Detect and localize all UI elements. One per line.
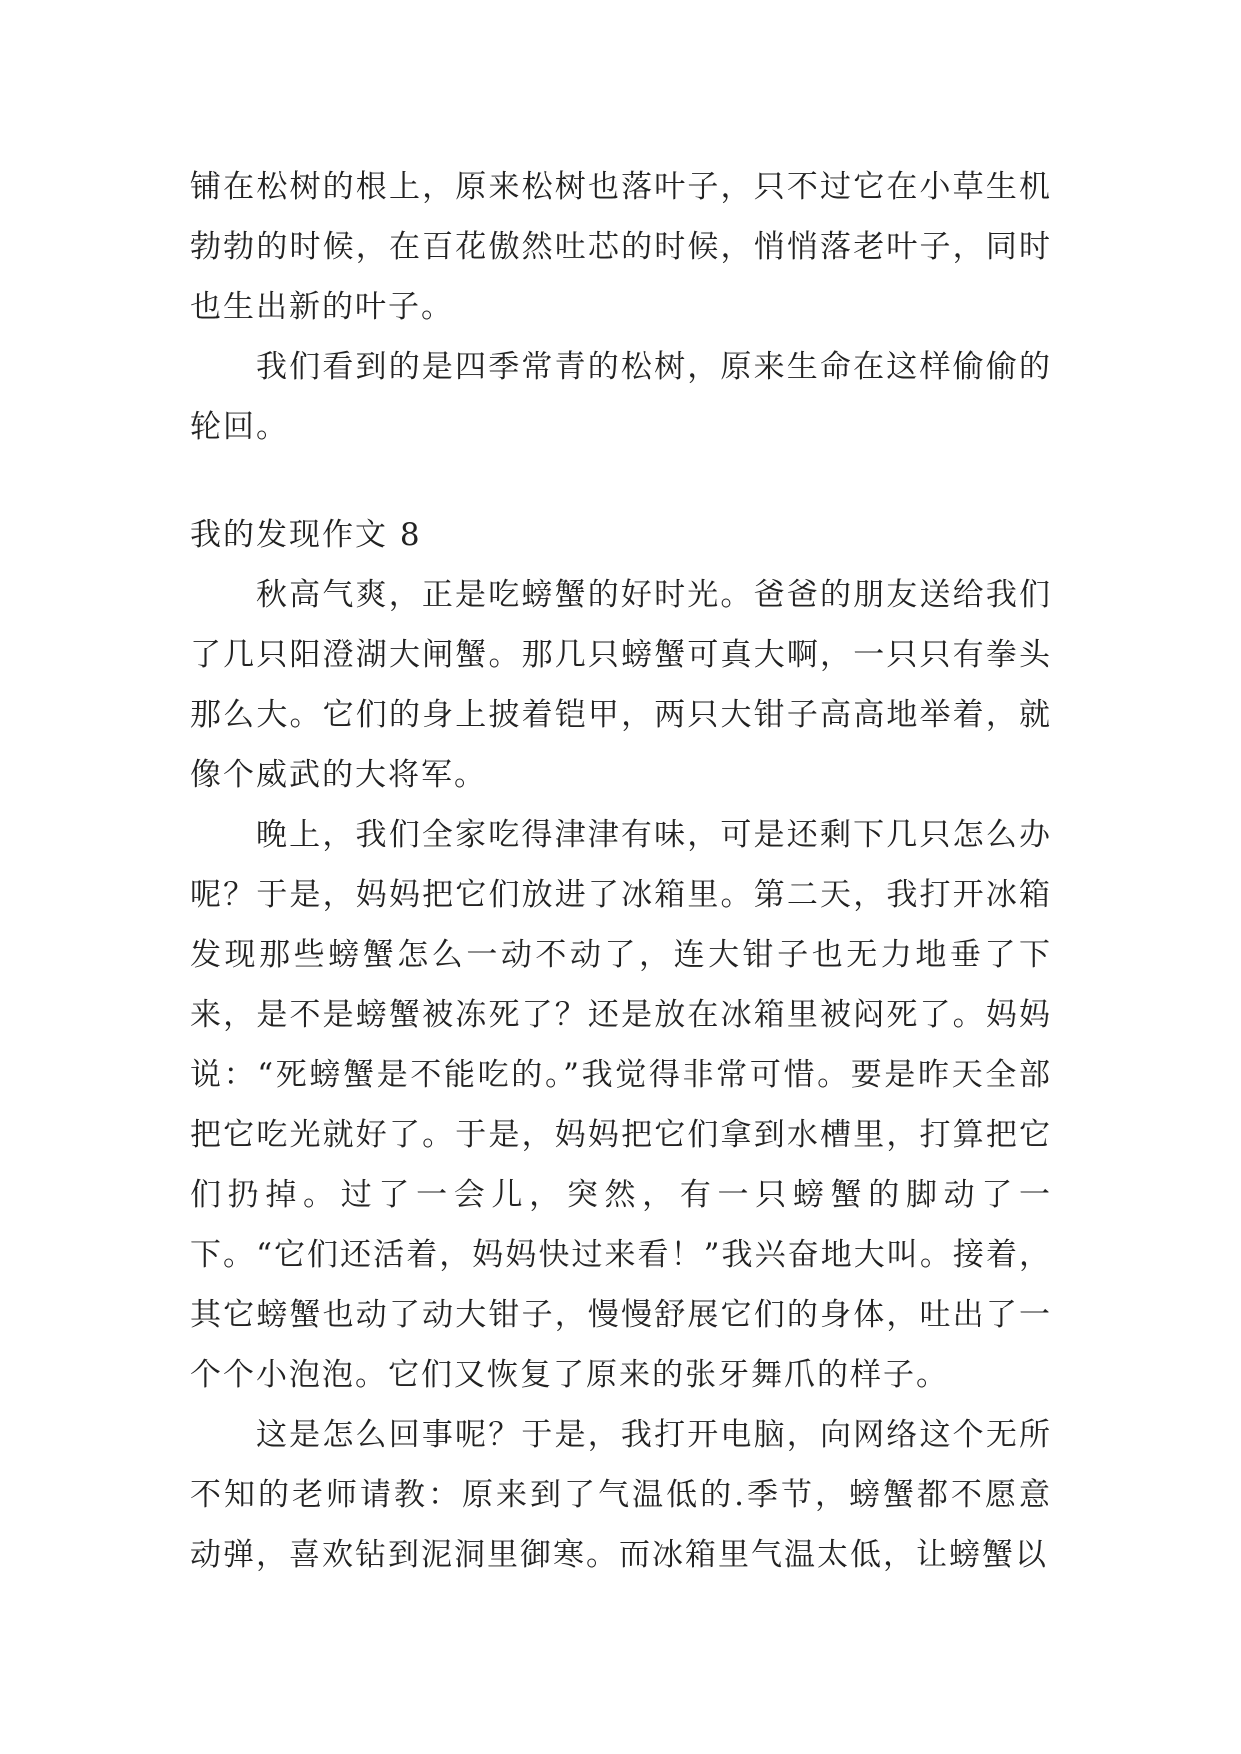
paragraph-crab-research: 这是怎么回事呢？于是，我打开电脑，向网络这个无所不知的老师请教：原来到了气温低的.季节，螃蟹都不愿意动弹，喜欢钻到泥洞里御寒。而冰箱里气温太低，让螃蟹以	[190, 1417, 1052, 1573]
paragraph-pine-conclusion: 我们看到的是四季常青的松树，原来生命在这样偷偷的轮回。	[190, 349, 1052, 445]
paragraph-crab-fridge: 晚上，我们全家吃得津津有味，可是还剩下几只怎么办呢？于是，妈妈把它们放进了冰箱里。第二天，我打开冰箱发现那些螃蟹怎么一动不动了，连大钳子也无力地垂了下来，是不是螃蟹被冻死了？还是放在冰箱里被闷死了。妈妈说：“死螃蟹是不能吃的。”我觉得非常可惜。要是昨天全部把它吃光就好了。于是，妈妈把它们拿到水槽里，打算把它们扔掉。过了一会儿，突然，有一只螃蟹的脚动了一下。“它们还活着，妈妈快过来看！”我兴奋地大叫。接着，其它螃蟹也动了动大钳子，慢慢舒展它们的身体，吐出了一个个小泡泡。它们又恢复了原来的张牙舞爪的样子。	[190, 817, 1052, 1393]
paragraph-continued: 铺在松树的根上，原来松树也落叶子，只不过它在小草生机勃勃的时候，在百花傲然吐芯的时候，悄悄落老叶子，同时也生出新的叶子。	[190, 169, 1052, 325]
continued-section	[190, 157, 1052, 457]
essay-title: 我的发现作文 8	[190, 517, 422, 553]
paragraph-crab-intro: 秋高气爽，正是吃螃蟹的好时光。爸爸的朋友送给我们了几只阳澄湖大闸蟹。那几只螃蟹可真大啊，一只只有拳头那么大。它们的身上披着铠甲，两只大钳子高高地举着，就像个威武的大将军。	[190, 577, 1052, 793]
essay-section	[190, 505, 1052, 1585]
